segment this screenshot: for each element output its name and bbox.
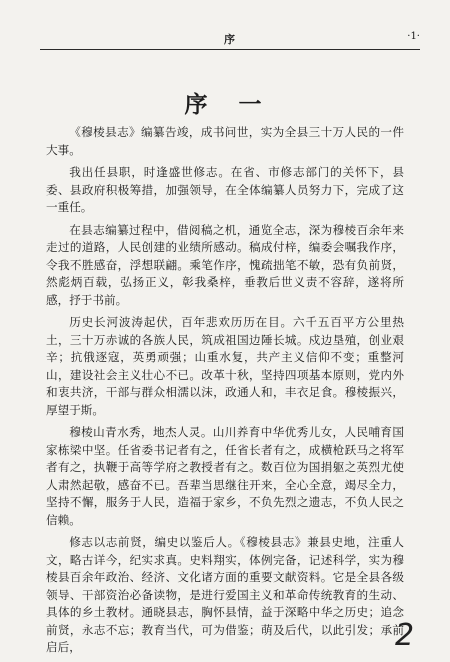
paragraph-1: 《穆棱县志》编纂告竣，成书问世，实为全县三十万人民的一件大事。 [46, 125, 404, 157]
paragraph-3: 在县志编纂过程中，借阅稿之机，通览全志，深为穆棱百余年来走过的道路，人民创建的业绩所感动。稿成付梓，编委会嘱我作序，令我不胜感奋，浮想联翩。乘笔作序，愧疏拙笔不敏，恐有负前贤，然彪炳百载，弘扬正义，彰我桑梓，垂教后世义责不容辞，遂将所感，抒于书前。 [46, 222, 404, 307]
paragraph-5: 穆棱山青水秀，地杰人灵。山川养育中华优秀儿女，人民哺育国家栋梁中坚。任省委书记者有之，任省长者有之，成横枪跃马之将军者有之，执鞭于高等学府之教授者有之。数百位为国捐躯之英烈尤使人肃然起敬，感奋不已。吾辈当思继往开来，全心全意，竭尽全力，坚持不懈，服务于人民，造福于家乡，不负先烈之遗志，不负人民之信赖。 [46, 425, 404, 527]
handwritten-page-mark: 2 [395, 618, 415, 653]
paragraph-2: 我出任县职，时逢盛世修志。在省、市修志部门的关怀下，县委、县政府积极筹措，加强领导，在全体编纂人员努力下，完成了这一重任。 [46, 165, 404, 214]
body-text [46, 124, 404, 662]
page-title: 序 一 [184, 91, 266, 118]
running-header [40, 31, 420, 50]
header-page-number: ·1· [407, 31, 420, 42]
header-title: 序 [224, 33, 236, 46]
paragraph-6: 修志以志前贤，编史以鉴后人。《穆棱县志》兼县史地，注重人文，略古详今，纪实求真。史料翔实，体例完备，记述科学，实为穆棱县百余年政治、经济、文化诸方面的重要文献资料。它是全县各级领导、干部资治必备读物，是进行爱国主义和革命传统教育的生动、具体的乡土教材。通晓县志，胸怀县情，益于深略中华之历史；追念前贤，永志不忘；教育当代，可为借鉴；萌及后代，以此引发；承前启后， [46, 535, 404, 654]
paragraph-4: 历史长河波涛起伏，百年悲欢历历在目。六千五百平方公里热土，三十万赤诚的各族人民，筑成祖国边陲长城。戍边垦殖，创业艰辛；抗俄逐寇，英勇顽强；山重水复，共产主义信仰不变；重整河山，建设社会主义壮心不已。改革十秋，坚持四项基本原则，党内外和衷共济，干部与群众相濡以沫，政通人和，丰衣足食。穆棱振兴，厚望于斯。 [46, 315, 404, 417]
